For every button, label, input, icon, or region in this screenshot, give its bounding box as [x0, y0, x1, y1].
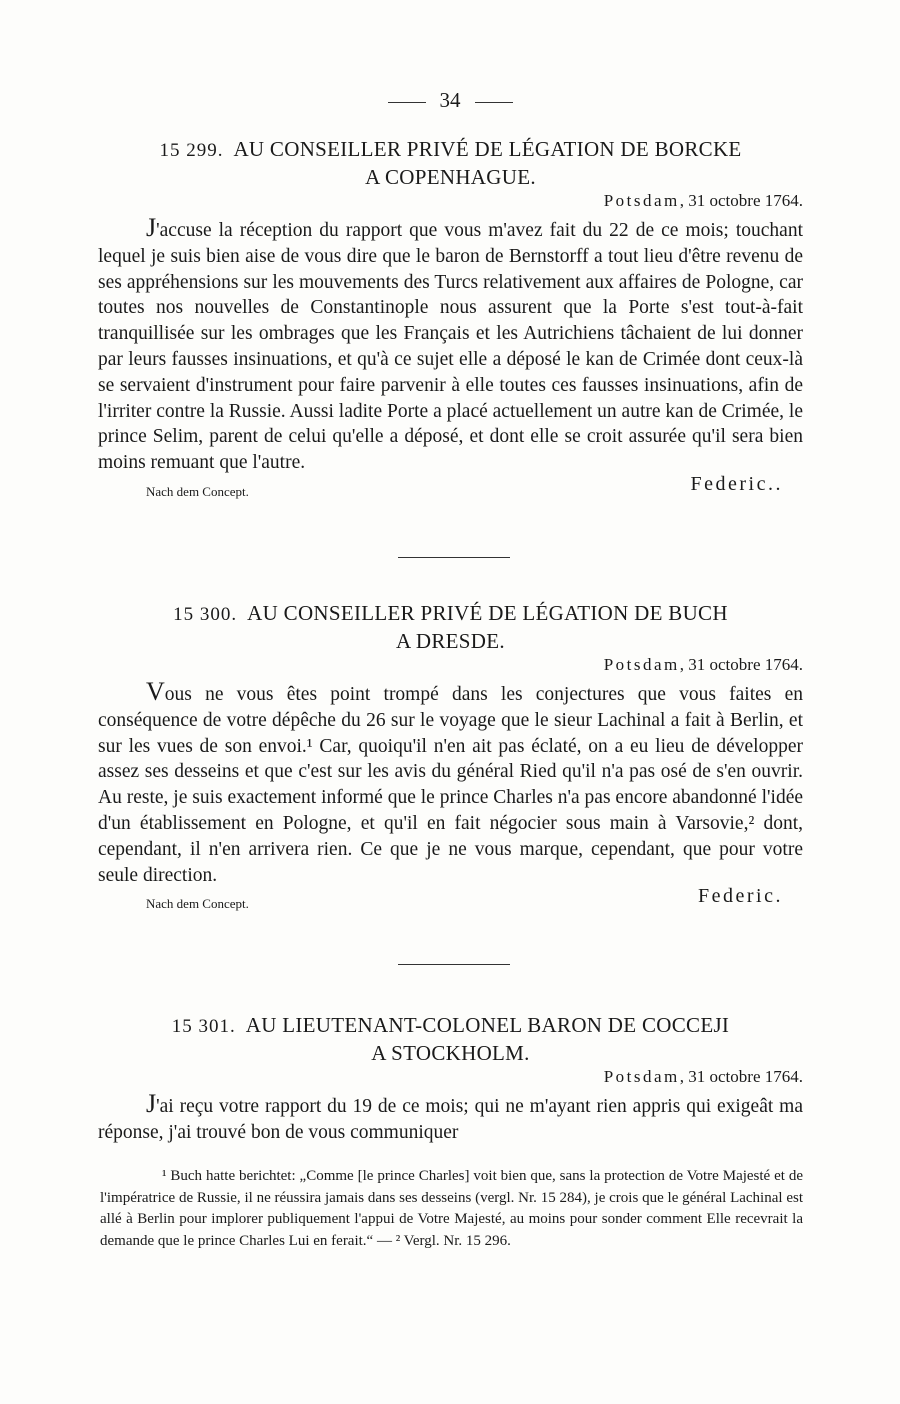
page-number: 34 [439, 88, 461, 112]
letter-number: 15 299. [159, 140, 224, 161]
letter-date: , 31 octobre 1764. [679, 1067, 803, 1086]
letter-dateline [98, 654, 803, 676]
letter-text: 'accuse la réception du rapport que vous m'avez fait du 22 de ce mois; touchant lequel je suis bien aise de vous dire que le baron de Bernstorff a tout lieu d'être revenu de ses appréhensions sur les mouvements des Turcs relativement aux affaires de Pologne, car toutes nos nouvelles de Constantinople nous assurent que la Porte s'est tout-à-fait tranquillisée sur les ombrages que les Français et les Autrichiens tâchaient de lui donner par leurs fausses insinuations, et qu'à ce sujet elle a déposé le kan de Crimée dont ceux-là se servaient d'instrument pour faire parvenir à elle toutes ces fausses insinuations, afin de l'irriter contre la Russie. Aussi ladite Porte a placé actuellement un autre kan de Crimée, le prince Selim, parent de celui qu'elle a déposé, et dont elle se croit assurée qu'il sera bien moins remuant que l'autre. [98, 220, 803, 474]
letter-date: , 31 octobre 1764. [679, 191, 803, 210]
page-number-line [0, 88, 900, 113]
letter-15299 [98, 136, 803, 500]
letter-heading [98, 600, 803, 654]
letter-heading [98, 1012, 803, 1066]
letter-body [98, 213, 803, 476]
letter-initial: V [146, 677, 165, 706]
letter-text: ous ne vous êtes point trompé dans les conjectures que vous faites en conséquence de votre dépêche du 26 sur le voyage que le sieur Lachinal a fait à Berlin, et sur les vues de son envoi.¹ Car, quoiqu'il n'en ait pas éclaté, on a eu lieu de développer assez ses desseins et que c'est sur les avis du général Ried qu'il n'a pas osé de s'en ouvrir. Au reste, je suis exactement informé que le prince Charles n'a pas encore abandonné l'idée d'un établissement en Pologne, et qu'il en fait négocier sous main à Varsovie,² dont, cependant, il n'en arrivera rien. Ce que je ne vous marque, cependant, que pour votre seule direction. [98, 684, 803, 886]
letter-recipient: AU CONSEILLER PRIVÉ DE LÉGATION DE BORCKE [233, 137, 742, 161]
page-number-rule-right [475, 102, 513, 103]
source-note: Nach dem Concept. [146, 483, 249, 499]
section-separator [398, 557, 510, 558]
letter-initial: J [146, 213, 157, 242]
letter-dateline [98, 1066, 803, 1088]
letter-body [98, 1089, 803, 1146]
letter-15300 [98, 600, 803, 912]
signature: Federic.. [690, 472, 783, 495]
letter-footer [98, 472, 803, 500]
letter-footer [98, 885, 803, 912]
letter-text: 'ai reçu votre rapport du 19 de ce mois; qui ne m'ayant rien appris qui exigeât ma réponse, j'ai trouvé bon de vous communiquer [98, 1096, 803, 1143]
letter-number: 15 300. [173, 604, 238, 625]
letter-number: 15 301. [171, 1016, 236, 1037]
letter-recipient: AU CONSEILLER PRIVÉ DE LÉGATION DE BUCH [247, 601, 728, 625]
letter-place: Potsdam [603, 655, 680, 674]
footnotes [100, 1166, 803, 1252]
letter-destination: A STOCKHOLM. [371, 1041, 530, 1065]
letter-15301 [98, 1012, 803, 1146]
letter-destination: A DRESDE. [396, 629, 505, 653]
footnote: ¹ Buch hatte berichtet: „Comme [le prince Charles] voit bien que, sans la protection de Votre Majesté et de l'impératrice de Russie, il ne réussira jamais dans ses desseins (vergl. Nr. 15 284), je crois que le général Lachinal est allé à Berlin pour implorer publiquement l'appui de Votre Majesté, au moins pour sonder comment Elle recevrait la demande que le prince Charles Lui en ferait.“ — ² Vergl. Nr. 15 296. [100, 1168, 803, 1249]
letter-place: Potsdam [603, 191, 680, 210]
source-note: Nach dem Concept. [146, 896, 249, 912]
letter-dateline [98, 190, 803, 212]
letter-destination: A COPENHAGUE. [365, 165, 536, 189]
signature: Federic. [698, 885, 783, 908]
page-number-rule-left [388, 102, 426, 103]
letter-body [98, 677, 803, 888]
letter-place: Potsdam [603, 1067, 680, 1086]
letter-date: , 31 octobre 1764. [679, 655, 803, 674]
letter-initial: J [146, 1089, 157, 1118]
letter-recipient: AU LIEUTENANT-COLONEL BARON DE COCCEJI [245, 1013, 730, 1037]
letter-heading [98, 136, 803, 190]
section-separator [398, 964, 510, 965]
